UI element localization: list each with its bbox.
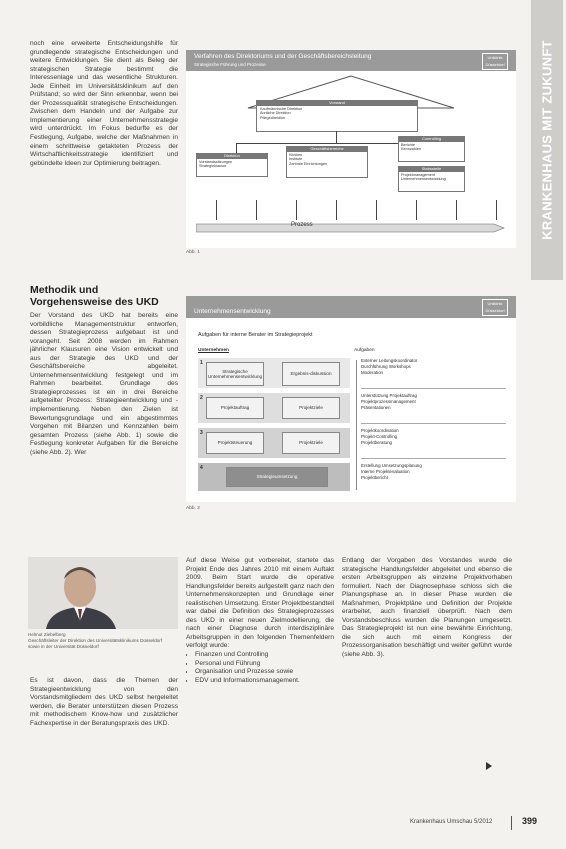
strategy-implementation-box: Strategieumsetzung: [226, 467, 328, 487]
connector-line: [236, 143, 237, 153]
project-goals-box: Projektziele: [282, 397, 340, 419]
body-text-column1-bottom: [30, 312, 178, 548]
pillar-line: [416, 200, 417, 220]
staff-unit-box: [398, 166, 465, 192]
controlling-line: Kennzahlen: [401, 147, 422, 152]
footer-divider: [511, 816, 512, 830]
section-heading: Methodik und Vorgehensweise des UKD: [30, 284, 159, 308]
divider-line: [356, 360, 357, 490]
bullet-list: [186, 651, 334, 685]
figure-2-caption: Abb. 2: [186, 506, 200, 511]
paragraph: Es ist davon, dass die Themen der Strategieentwicklung von den Vorstandsmitgliedern des UKD selbst hergeleitet werden, die Berater unterstützen diesen Prozess mit methodischem Know-how und zusätzlicher Fachexpertise in der Beratungspraxis des UKD.: [30, 677, 178, 727]
task-item: Interne Projektevaluation: [361, 469, 410, 474]
direction-line: Vorstandssitzungen: [199, 159, 233, 164]
task-item: Projektprozessmanagement: [361, 399, 416, 404]
task-list-4: [361, 463, 506, 491]
figure-1-title: Verfahren des Direktoriums und der Geschäftsbereichsleitung: [194, 53, 372, 60]
business-unit-line: Institute: [289, 157, 303, 162]
clinic-logo: Uniklinik Düsseldorf: [482, 299, 508, 316]
pillar-line: [496, 200, 497, 220]
direction-box-header: Direktion: [197, 154, 267, 159]
task-item: Projektberatung: [361, 440, 392, 445]
business-units-box: [286, 146, 368, 178]
task-list-3: [361, 428, 506, 459]
row-number: 3: [200, 430, 203, 436]
staff-unit-line: Unternehmensentwicklung: [401, 177, 446, 182]
direction-line: Strategieklausur: [199, 164, 227, 169]
board-line: Pflegedirektion: [260, 115, 286, 120]
figure-1-subtitle: Strategische Führung und Prozesse: [194, 62, 266, 67]
bullet-item: • EDV und Informationsmanagement.: [195, 677, 334, 686]
footer-journal-name: Krankenhaus Umschau 5/2012: [410, 819, 493, 825]
task-list-1: [361, 358, 506, 389]
row-number: 1: [200, 360, 203, 366]
left-column-header: Unternehmen: [198, 348, 229, 353]
task-list-2: [361, 393, 506, 424]
figure-2-title: Unternehmensentwicklung: [194, 308, 271, 315]
page-number: 399: [522, 816, 538, 826]
staff-unit-header: Stabsstelle: [399, 167, 464, 172]
board-box-header: Vorstand: [257, 101, 417, 106]
board-line: Ärztliche Direktion: [260, 111, 291, 116]
pillar-line: [336, 200, 337, 220]
continue-arrow-icon: [486, 762, 492, 770]
bullet-item: • Personal und Führung: [195, 660, 334, 669]
paragraph: noch eine erweiterte Entscheidungshilfe für grundlegende strategische Entscheidungen und weitere Entwicklungen. Sie dient als Beleg der strategischen Strategie bestimmt die Interessenlage und das wesentliche Strukturen. Jede Einheit im Universitätsklinikum auf den Prüfstand; so wird der Sinn erkennbar, wenn bei der Prozessqualität strategische Entscheidungen. Zwischen dem Handeln und der Aufgabe zur Implementierung einer Unternehmensstrategie wird unterdrückt. Im Fokus bedurfte es der Festlegung, Aufgabe, welche der Maßnahmen in einem schrittweise getakteten Prozess der Wirtschaftlichkeitsstrategie identifiziert und gebündelte Ideen zur Optimierung beitragen.: [30, 40, 178, 167]
controlling-box: [398, 136, 465, 162]
business-unit-line: Zentrale Einrichtungen: [289, 161, 328, 166]
pillar-line: [256, 200, 257, 220]
portrait-image: [28, 557, 178, 629]
task-item: Projektbericht: [361, 475, 388, 480]
task-item: Externer Leitungskoordinator: [361, 358, 418, 363]
body-text-column3: [342, 557, 512, 769]
pillar-line: [456, 200, 457, 220]
task-item: Erstellung Umsetzungsplanung: [361, 463, 422, 468]
project-order-box: Projektauftrag: [206, 397, 264, 419]
bullet-item: • Organisation und Prozesse sowie: [195, 668, 334, 677]
pillar-line: [216, 200, 217, 220]
business-unit-line: Kliniken: [289, 152, 303, 157]
figure-1-caption: Abb. 1: [186, 250, 200, 255]
board-box: [256, 100, 418, 132]
figure-2-header: [186, 296, 516, 318]
direction-box: [196, 153, 268, 177]
process-arrow: [196, 222, 506, 234]
row-number: 2: [200, 395, 203, 401]
figure-1: [186, 50, 516, 248]
result-box: Ergebnis-diskussion: [282, 362, 340, 386]
board-line: Kaufmännische Direktion: [260, 106, 303, 111]
paragraph: Auf diese Weise gut vorbereitet, startete das Projekt Ende des Jahres 2010 mit einem Auftakt 2009. Beim Start wurde die operative Handlungsfelder bereits aufgestellt ganz nach den Unternehmenskonzepten und Grundlage einer realistischen Umsetzung. Erster Projektbestandteil war dabei die Definition des Strategieprozesses des UKD in einer neuen Zielmodellierung, die nach einer Diagnose durch interdisziplinäre Arbeitsgruppen in den folgenden Themenfeldern verfolgt wurde:: [186, 557, 334, 650]
staff-unit-line: Projektmanagement: [401, 172, 435, 177]
portrait-photo: [28, 557, 178, 629]
bullet-item: • Finanzen und Controlling: [195, 651, 334, 660]
pillar-line: [376, 200, 377, 220]
project-control-box: Projektsteuerung: [206, 432, 264, 454]
task-item: Projekt-Controlling: [361, 434, 398, 439]
right-column-header: Aufgaben: [354, 348, 375, 353]
row-number: 4: [200, 465, 203, 471]
controlling-header: Controlling: [399, 137, 464, 142]
paragraph: Entlang der Vorgaben des Vorstandes wurde die strategische Handlungsfelder abgeleitet und ebenso die ersten Arbeitsgruppen als einzelne Projektvorhaben formuliert. Nach der Diagnosephase schloss sich die Planungsphase an. In dieser Phase wurden die Maßnahmen, Projektpläne und Definition der Projekte erarbeitet, auch finanziell überprüft. Nach dem Vorstandsbeschluss wurden die Planungen umgesetzt. Das Strategieprojekt ist nun eine bewährte Einrichtung, die sich auch mit einem Kongress der Prozessorganisation beschäftigt und weiter geführt wurde (siehe Abb. 3).: [342, 557, 512, 659]
process-label: Prozess: [291, 222, 313, 228]
task-item: Unterstützung Projektauftrag: [361, 393, 417, 398]
section-heading-wrap: [30, 285, 178, 308]
body-text-column1-top: [30, 40, 178, 270]
pillar-line: [296, 200, 297, 220]
task-item: Projektkoordination: [361, 428, 399, 433]
figure-2: [186, 296, 516, 502]
body-text-column1-lower: [30, 677, 178, 767]
task-item: Präsentationen: [361, 405, 391, 410]
strategy-box: Strategische Unternehmensentwicklung: [206, 362, 264, 386]
project-goals-box: Projektziele: [282, 432, 340, 454]
clinic-logo: Uniklinik Düsseldorf: [482, 53, 508, 70]
body-text-column2: [186, 557, 334, 727]
controlling-line: Berichte: [401, 142, 415, 147]
paragraph: Der Vorstand des UKD hat bereits eine vorbildliche Managementstruktur entworfen, dessen Strategieprozess aufgebaut ist und vorangeht. Seit 2008 werden im Rahmen jährlicher Klausuren eine Vision entwickelt und aus der Strategie des UKD und der Geschäftsbereiche abgeleitet. Unternehmensentwicklung festgelegt und im Rahmen bearbeitet. Grundlage des Strategieprozesses ist ein in drei Bereiche aufgeteilter Prozess: Strategieentwicklung und -implementierung. Neben den Zielen ist Bewertungsgrundlage und ein abgestimmtes Vorgehen mit Bilanzen und Kennzahlen beim gesamten Prozess (siehe Abb. 1) sowie die Festlegung konkreter Aufgaben für die Bereiche (siehe Abb. 2). Wer: [30, 312, 178, 456]
figure-1-header: [186, 50, 516, 71]
section-side-tab-label: KRANKENHAUS MIT ZUKUNFT: [539, 40, 555, 240]
figure-2-subtitle: Aufgaben für interne Berater im Strategieprojekt: [198, 332, 313, 338]
portrait-caption: Helmut Ziebelberg Geschäftsleiter der Direktion des Universitätsklinikums Düsseldorf sowie in der Universität Düsseldorf: [28, 632, 163, 649]
task-item: Moderation: [361, 370, 383, 375]
task-item: Durchführung Workshops: [361, 364, 411, 369]
connector-line: [336, 131, 337, 143]
business-units-header: Geschäftsbereiche: [287, 147, 367, 152]
